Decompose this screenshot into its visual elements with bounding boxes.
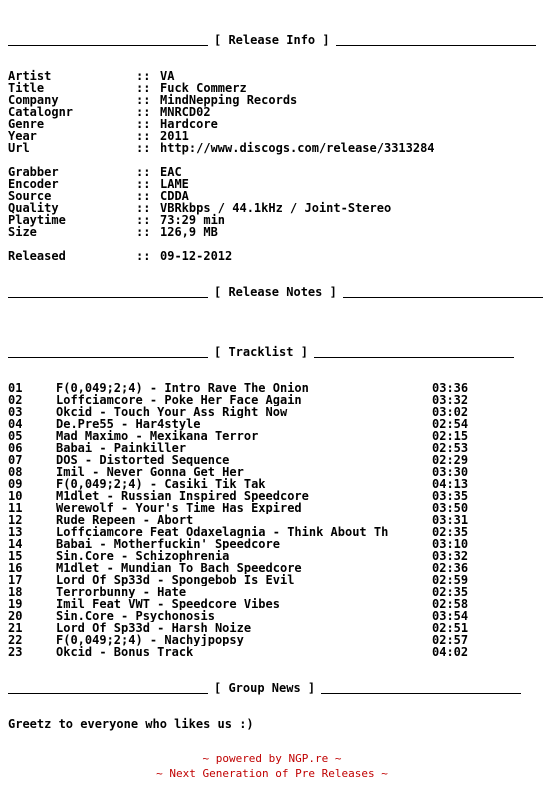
release-notes-header bbox=[8, 286, 543, 298]
track-time: 02:57 bbox=[432, 633, 469, 647]
track-number: 03 bbox=[8, 405, 23, 419]
info-separator: :: bbox=[136, 213, 151, 227]
track-time: 04:02 bbox=[432, 645, 469, 659]
info-value: 2011 bbox=[160, 129, 189, 143]
info-key: Playtime bbox=[8, 213, 66, 227]
info-separator: :: bbox=[136, 69, 151, 83]
track-number: 09 bbox=[8, 477, 23, 491]
track-time: 03:30 bbox=[432, 465, 469, 479]
track-title: Sin.Core - Schizophrenia bbox=[56, 550, 230, 562]
track-number: 02 bbox=[8, 393, 23, 407]
info-key: Source bbox=[8, 189, 52, 203]
info-row-artist bbox=[8, 70, 543, 82]
track-title: F(0,049;2;4) - Casiki Tik Tak bbox=[56, 478, 266, 490]
track-time: 02:35 bbox=[432, 585, 469, 599]
info-key: Artist bbox=[8, 69, 52, 83]
info-key: Grabber bbox=[8, 165, 59, 179]
track-title: Sin.Core - Psychonosis bbox=[56, 610, 215, 622]
info-row-playtime bbox=[8, 214, 543, 226]
info-value: VBRkbps / 44.1kHz / Joint-Stereo bbox=[160, 201, 392, 215]
track-number: 15 bbox=[8, 549, 23, 563]
track-time: 03:31 bbox=[432, 513, 469, 527]
track-time: 02:36 bbox=[432, 561, 469, 575]
info-separator: :: bbox=[136, 105, 151, 119]
track-time: 02:51 bbox=[432, 621, 469, 635]
footer-powered-by: ~ powered by NGP.re ~ bbox=[202, 752, 342, 765]
track-title: Rude Repeen - Abort bbox=[56, 514, 194, 526]
release-info-title: [ Release Info ] bbox=[214, 33, 330, 47]
track-title: Okcid - Touch Your Ass Right Now bbox=[56, 406, 288, 418]
info-separator: :: bbox=[136, 93, 151, 107]
track-number: 21 bbox=[8, 621, 23, 635]
info-separator: :: bbox=[136, 189, 151, 203]
track-title: F(0,049;2;4) - Intro Rave The Onion bbox=[56, 382, 309, 394]
track-number: 05 bbox=[8, 429, 23, 443]
track-number: 04 bbox=[8, 417, 23, 431]
track-title: Werewolf - Your's Time Has Expired bbox=[56, 502, 302, 514]
track-title: Babai - Painkiller bbox=[56, 442, 187, 454]
track-title: Loffciamcore Feat Odaxelagnia - Think About Th bbox=[56, 526, 389, 538]
info-separator: :: bbox=[136, 201, 151, 215]
info-separator: :: bbox=[136, 117, 151, 131]
info-key: Title bbox=[8, 81, 45, 95]
track-time: 02:54 bbox=[432, 417, 469, 431]
nfo-text bbox=[8, 34, 543, 730]
info-key: Encoder bbox=[8, 177, 59, 191]
track-time: 03:32 bbox=[432, 549, 469, 563]
track-time: 03:54 bbox=[432, 609, 469, 623]
tracklist-header bbox=[8, 346, 543, 358]
track-title: M1dlet - Mundian To Bach Speedcore bbox=[56, 562, 302, 574]
footer-tagline: ~ Next Generation of Pre Releases ~ bbox=[156, 767, 388, 780]
footer bbox=[0, 751, 544, 781]
track-title: F(0,049;2;4) - Nachyjpopsy bbox=[56, 634, 244, 646]
track-title: M1dlet - Russian Inspired Speedcore bbox=[56, 490, 309, 502]
track-title: Loffciamcore - Poke Her Face Again bbox=[56, 394, 302, 406]
info-value: 126,9 MB bbox=[160, 225, 218, 239]
track-number: 23 bbox=[8, 645, 23, 659]
track-time: 02:53 bbox=[432, 441, 469, 455]
track-number: 19 bbox=[8, 597, 23, 611]
track-time: 03:10 bbox=[432, 537, 469, 551]
track-title: Babai - Motherfuckin' Speedcore bbox=[56, 538, 280, 550]
info-row-genre bbox=[8, 118, 543, 130]
track-title: Imil Feat VWT - Speedcore Vibes bbox=[56, 598, 280, 610]
track-title: Okcid - Bonus Track bbox=[56, 646, 194, 658]
released-row: Released :: 09-12-2012 bbox=[8, 249, 233, 263]
track-number: 22 bbox=[8, 633, 23, 647]
track-number: 08 bbox=[8, 465, 23, 479]
track-number: 12 bbox=[8, 513, 23, 527]
info-value: 73:29 min bbox=[160, 213, 226, 227]
track-time: 02:29 bbox=[432, 453, 469, 467]
track-time: 03:32 bbox=[432, 393, 469, 407]
track-number: 20 bbox=[8, 609, 23, 623]
track-number: 13 bbox=[8, 525, 23, 539]
info-key: Size bbox=[8, 225, 37, 239]
info-value: MNRCD02 bbox=[160, 105, 211, 119]
tracklist-title: [ Tracklist ] bbox=[214, 345, 308, 359]
info-key: Catalognr bbox=[8, 105, 74, 119]
track-title: Imil - Never Gonna Get Her bbox=[56, 466, 244, 478]
info-value: LAME bbox=[160, 177, 189, 191]
track-number: 11 bbox=[8, 501, 23, 515]
track-time: 03:35 bbox=[432, 489, 469, 503]
info-row-quality bbox=[8, 202, 543, 214]
track-time: 02:58 bbox=[432, 597, 469, 611]
info-row-encoder bbox=[8, 178, 543, 190]
track-number: 01 bbox=[8, 381, 23, 395]
track-title: Lord Of Sp33d - Harsh Noize bbox=[56, 622, 252, 634]
track-time: 02:35 bbox=[432, 525, 469, 539]
track-title: Terrorbunny - Hate bbox=[56, 586, 187, 598]
track-time: 02:59 bbox=[432, 573, 469, 587]
track-time: 04:13 bbox=[432, 477, 469, 491]
group-news-header bbox=[8, 682, 543, 694]
info-separator: :: bbox=[136, 141, 151, 155]
header-rule-left bbox=[8, 34, 208, 46]
info-separator: :: bbox=[136, 165, 151, 179]
info-separator: :: bbox=[136, 81, 151, 95]
info-separator: :: bbox=[136, 225, 151, 239]
info-key: Quality bbox=[8, 201, 59, 215]
info-row-grabber bbox=[8, 166, 543, 178]
info-value: VA bbox=[160, 69, 175, 83]
info-separator: :: bbox=[136, 129, 151, 143]
track-number: 10 bbox=[8, 489, 23, 503]
info-value: CDDA bbox=[160, 189, 189, 203]
track-time: 03:36 bbox=[432, 381, 469, 395]
info-value: http://www.discogs.com/release/3313284 bbox=[160, 141, 435, 155]
track-title: Lord Of Sp33d - Spongebob Is Evil bbox=[56, 574, 295, 586]
track-title: DOS - Distorted Sequence bbox=[56, 454, 230, 466]
info-value: Fuck Commerz bbox=[160, 81, 247, 95]
info-row-size bbox=[8, 226, 543, 238]
info-value: EAC bbox=[160, 165, 182, 179]
info-key: Year bbox=[8, 129, 37, 143]
info-row-catalognr bbox=[8, 106, 543, 118]
info-row-url bbox=[8, 142, 543, 154]
track-time: 03:50 bbox=[432, 501, 469, 515]
header-rule-right bbox=[336, 34, 536, 46]
release-info-header bbox=[8, 34, 543, 46]
group-news-text: Greetz to everyone who likes us :) bbox=[8, 717, 254, 731]
track-number: 16 bbox=[8, 561, 23, 575]
release-notes-title: [ Release Notes ] bbox=[214, 285, 337, 299]
track-number: 18 bbox=[8, 585, 23, 599]
info-key: Genre bbox=[8, 117, 45, 131]
info-value: Hardcore bbox=[160, 117, 218, 131]
track-number: 14 bbox=[8, 537, 23, 551]
group-news-title: [ Group News ] bbox=[214, 681, 316, 695]
track-number: 06 bbox=[8, 441, 23, 455]
track-number: 07 bbox=[8, 453, 23, 467]
info-key: Url bbox=[8, 141, 30, 155]
info-value: MindNepping Records bbox=[160, 93, 298, 107]
track-number: 17 bbox=[8, 573, 23, 587]
track-time: 03:02 bbox=[432, 405, 469, 419]
info-row-company bbox=[8, 94, 543, 106]
track-row bbox=[8, 646, 543, 658]
info-separator: :: bbox=[136, 177, 151, 191]
track-title: De.Pre55 - Har4style bbox=[56, 418, 201, 430]
track-title: Mad Maximo - Mexikana Terror bbox=[56, 430, 259, 442]
info-key: Company bbox=[8, 93, 59, 107]
track-time: 02:15 bbox=[432, 429, 469, 443]
